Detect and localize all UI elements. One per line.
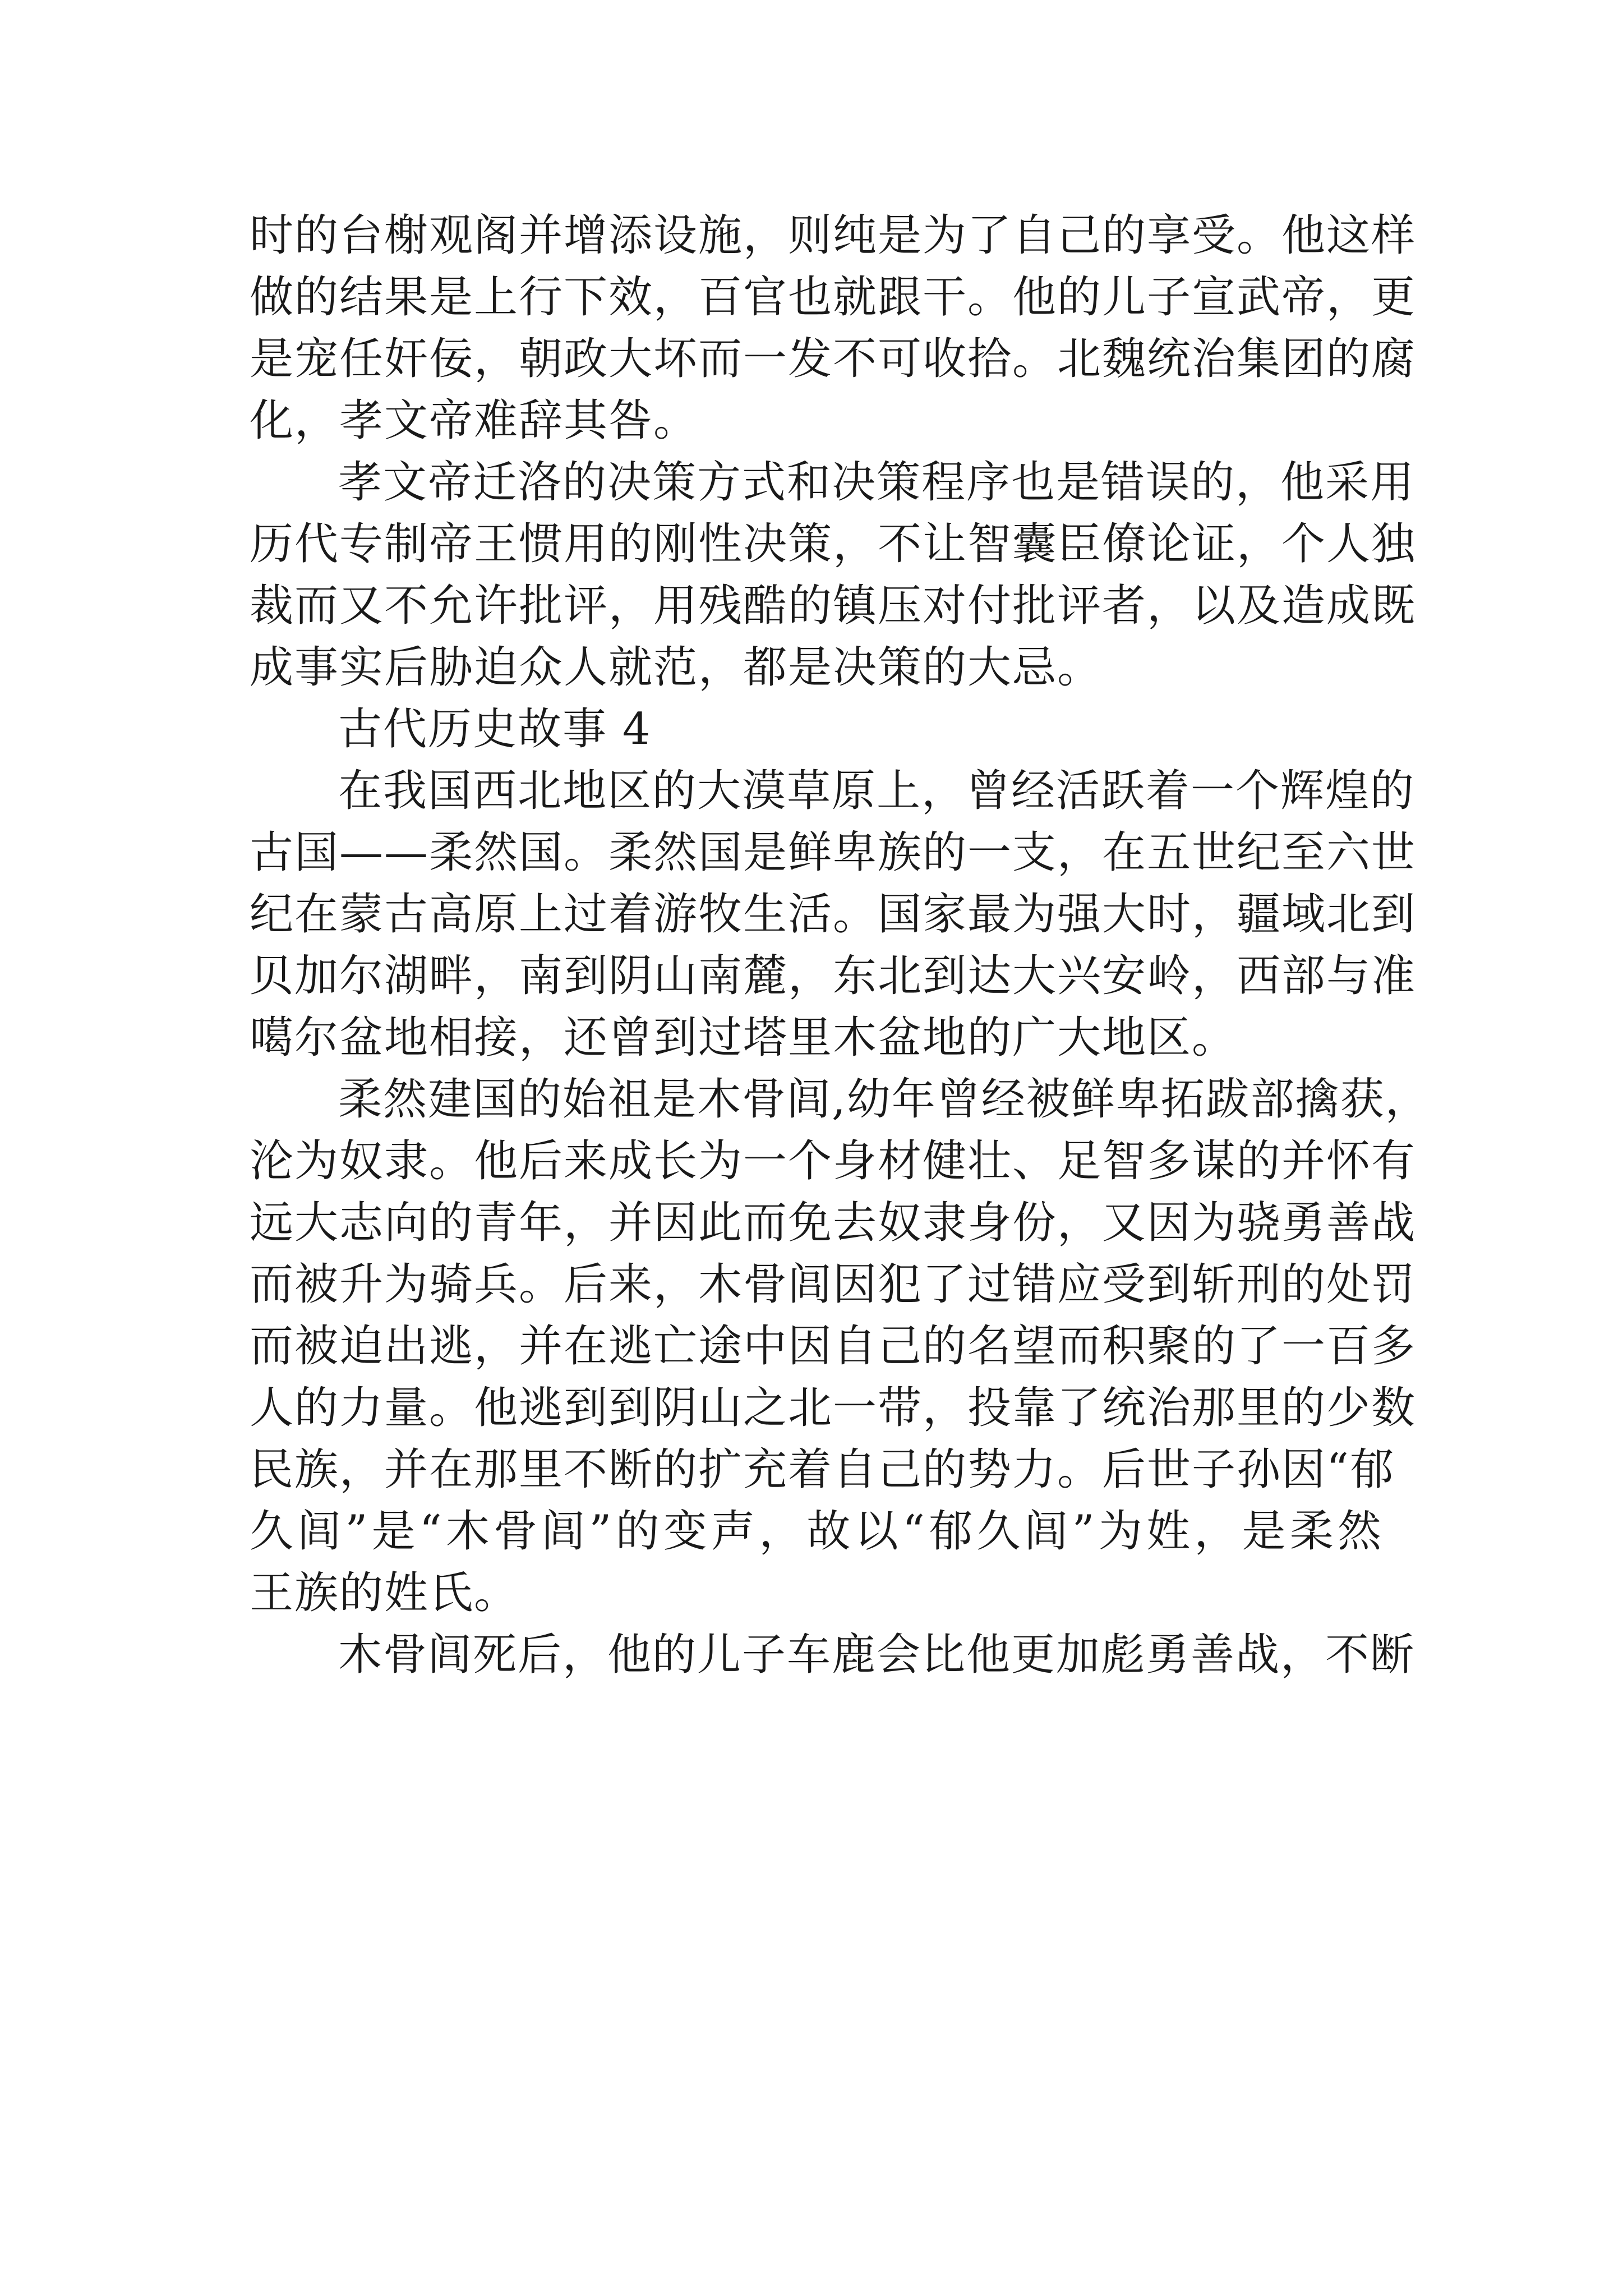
text-line: 而被升为骑兵。后来，木骨闾因犯了过错应受到斩刑的处罚 xyxy=(250,1259,1417,1310)
text-line: 成事实后胁迫众人就范，都是决策的大忌。 xyxy=(250,642,1103,693)
text-line: 王族的姓氏。 xyxy=(250,1568,519,1618)
text-line: 贝加尔湖畔，南到阴山南麓，东北到达大兴安岭，西部与准 xyxy=(250,951,1417,1001)
text-line: 纪在蒙古高原上过着游牧生活。国家最为强大时，疆域北到 xyxy=(250,889,1417,940)
text-line: 是宠任奸佞，朝政大坏而一发不可收拾。北魏统治集团的腐 xyxy=(250,334,1417,384)
document-body xyxy=(250,205,1430,1686)
text-line: 做的结果是上行下效，百官也就跟干。他的儿子宣武帝，更 xyxy=(250,272,1417,323)
text-line: 远大志向的青年，并因此而免去奴隶身份，又因为骁勇善战 xyxy=(250,1198,1417,1248)
text-line: 人的力量。他逃到到阴山之北一带，投靠了统治那里的少数 xyxy=(250,1383,1417,1433)
text-line: 木骨闾死后，他的儿子车鹿会比他更加彪勇善战，不断 xyxy=(338,1630,1415,1680)
text-line: 化，孝文帝难辞其咎。 xyxy=(250,395,699,446)
text-line: 久闾”是“木骨闾”的变声，故以“郁久闾”为姓，是柔然 xyxy=(250,1506,1382,1557)
text-line: 在我国西北地区的大漠草原上，曾经活跃着一个辉煌的 xyxy=(338,766,1415,816)
text-line: 沦为奴隶。他后来成长为一个身材健壮、足智多谋的并怀有 xyxy=(250,1136,1417,1186)
text-line: 孝文帝迁洛的决策方式和决策程序也是错误的，他采用 xyxy=(338,457,1415,508)
text-line: 柔然建国的始祖是木骨闾,幼年曾经被鲜卑拓跋部擒获， xyxy=(338,1074,1430,1125)
text-line: 噶尔盆地相接，还曾到过塔里木盆地的广大地区。 xyxy=(250,1013,1237,1063)
text-line: 古代历史故事 4 xyxy=(338,704,652,754)
text-line: 古国——柔然国。柔然国是鲜卑族的一支，在五世纪至六世 xyxy=(250,827,1417,878)
text-line: 而被迫出逃，并在逃亡途中因自己的名望而积聚的了一百多 xyxy=(250,1321,1417,1372)
text-line: 时的台榭观阁并增添设施，则纯是为了自己的享受。他这样 xyxy=(250,210,1417,261)
text-line: 民族，并在那里不断的扩充着自己的势力。后世子孙因“郁 xyxy=(250,1444,1395,1495)
text-line: 裁而又不允许批评，用残酷的镇压对付批评者，以及造成既 xyxy=(250,581,1417,631)
text-line: 历代专制帝王惯用的刚性决策，不让智囊臣僚论证，个人独 xyxy=(250,519,1417,569)
